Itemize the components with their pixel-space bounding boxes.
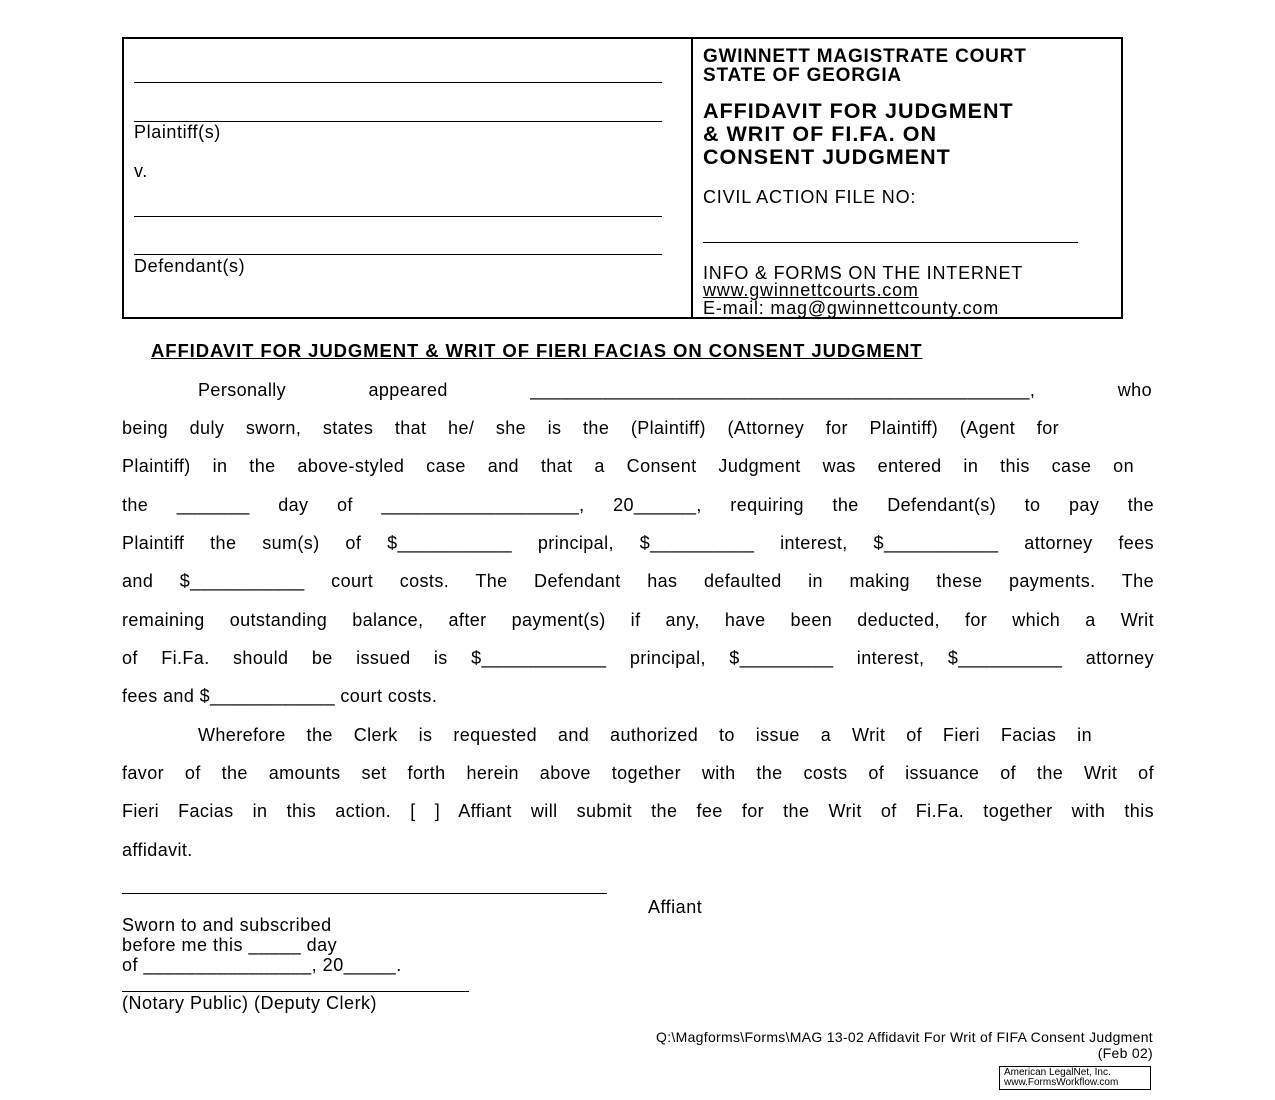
para1-line-9: fees and $____________ court costs.	[122, 686, 438, 706]
notary-label: (Notary Public) (Deputy Clerk)	[122, 993, 378, 1013]
para1-line-4: the _______ day of ___________________, 20______, requiring the Defendant(s) to pay the	[122, 495, 1154, 515]
info-line: INFO & FORMS ON THE INTERNET	[703, 263, 1024, 283]
website-link[interactable]: www.gwinnettcourts.com	[703, 280, 919, 300]
publisher-site: www.FormsWorkflow.com	[1004, 1077, 1119, 1088]
plaintiff-line-1	[134, 82, 662, 83]
para2-line-1: Wherefore the Clerk is requested and authorized to issue a Writ of Fieri Facias in	[198, 725, 1092, 745]
form-title-line-2: & WRIT OF FI.FA. ON	[703, 122, 937, 146]
notary-signature-line	[122, 991, 469, 992]
form-title-line-1: AFFIDAVIT FOR JUDGMENT	[703, 99, 1014, 123]
publisher-badge	[999, 1066, 1151, 1090]
footer-revision: (Feb 02)	[1097, 1045, 1153, 1061]
sworn-line-2: before me this _____ day	[122, 935, 338, 955]
affiant-label: Affiant	[648, 897, 703, 917]
defendant-line-2	[134, 254, 662, 255]
civil-action-label: CIVIL ACTION FILE NO:	[703, 187, 917, 207]
footer-file-path: Q:\Magforms\Forms\MAG 13-02 Affidavit For Writ of FIFA Consent Judgment	[656, 1029, 1153, 1045]
document-title: AFFIDAVIT FOR JUDGMENT & WRIT OF FIERI FACIAS ON CONSENT JUDGMENT	[151, 340, 923, 361]
para1-line-6: and $___________ court costs. The Defendant has defaulted in making these payments. The	[122, 571, 1154, 591]
email-line: E-mail: mag@gwinnettcounty.com	[703, 298, 1000, 318]
para1-line-3: Plaintiff) in the above-styled case and that a Consent Judgment was entered in this case on	[122, 456, 1134, 476]
civil-action-line	[703, 242, 1078, 243]
court-state: STATE OF GEORGIA	[703, 65, 902, 86]
para1-line-1: Personally appeared ________________________________________________, who	[198, 380, 1152, 400]
para2-line-4: affidavit.	[122, 840, 193, 860]
para1-line-8: of Fi.Fa. should be issued is $____________ principal, $_________ interest, $__________ attorney	[122, 648, 1154, 668]
versus-label: v.	[134, 161, 148, 181]
sworn-line-1: Sworn to and subscribed	[122, 915, 332, 935]
sworn-line-3: of ________________, 20_____.	[122, 955, 402, 975]
para1-line-2: being duly sworn, states that he/ she is the (Plaintiff) (Attorney for Plaintiff) (Agent for	[122, 418, 1059, 438]
plaintiff-label: Plaintiff(s)	[134, 122, 221, 142]
court-name: GWINNETT MAGISTRATE COURT	[703, 46, 1027, 67]
para1-line-7: remaining outstanding balance, after payment(s) if any, have been deducted, for which a Writ	[122, 610, 1154, 630]
para2-line-3: Fieri Facias in this action. [ ] Affiant will submit the fee for the Writ of Fi.Fa. together with this	[122, 801, 1154, 821]
affiant-signature-line	[122, 893, 607, 894]
caption-divider	[691, 37, 693, 319]
para1-line-5: Plaintiff the sum(s) of $___________ principal, $__________ interest, $___________ attorney fees	[122, 533, 1154, 553]
form-title-line-3: CONSENT JUDGMENT	[703, 145, 951, 169]
defendant-label: Defendant(s)	[134, 256, 246, 276]
defendant-line-1	[134, 216, 662, 217]
publisher-name: American LegalNet, Inc.	[1004, 1067, 1111, 1078]
para2-line-2: favor of the amounts set forth herein above together with the costs of issuance of the Writ of	[122, 763, 1154, 783]
